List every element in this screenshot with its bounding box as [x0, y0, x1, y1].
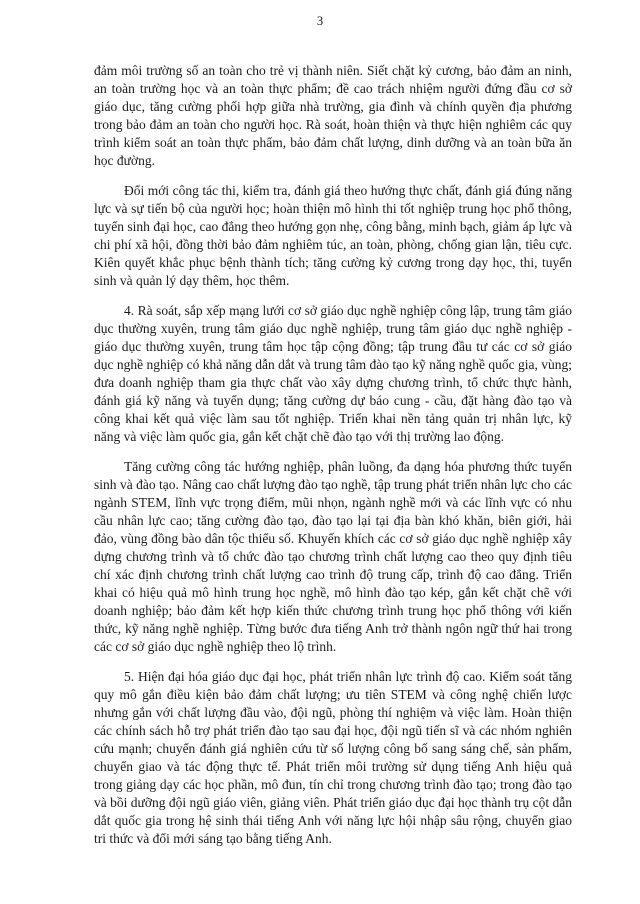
paragraph-section-4-vocational-network: 4. Rà soát, sắp xếp mạng lưới cơ sở giáo dục nghề nghiệp công lập, trung tâm giáo dục thường xuyên, trung tâm giáo dục nghề nghiệp, trung tâm giáo dục nghề nghiệp - giáo dục thường xuyên, trung tâm học tập cộng đồng; tập trung đầu tư các cơ sở giáo dục nghề nghiệp có khả năng dẫn dắt và trung tâm đào tạo kỹ năng nghề quốc gia, vùng; đưa doanh nghiệp tham gia thực chất vào xây dựng chương trình, tổ chức thực hành, đánh giá kỹ năng và tuyển dụng; tăng cường dự báo cung - cầu, đặt hàng đào tạo và công khai kết quả việc làm sau tốt nghiệp. Triển khai nền tảng quản trị nhân lực, kỹ năng và việc làm quốc gia, gắn kết chặt chẽ đào tạo với thị trường lao động. [94, 303, 572, 444]
document-body [94, 62, 572, 860]
paragraph-vocational-guidance: Tăng cường công tác hướng nghiệp, phân luồng, đa dạng hóa phương thức tuyển sinh và đào tạo. Nâng cao chất lượng đào tạo nghề, tập trung phát triển nhân lực cho các ngành STEM, lĩnh vực trọng điểm, mũi nhọn, ngành nghề mới và các lĩnh vực có nhu cầu nhân lực cao; tăng cường đào tạo, đào tạo lại tại địa bàn khó khăn, biên giới, hải đảo, vùng đồng bào dân tộc thiểu số. Khuyến khích các cơ sở giáo dục nghề nghiệp xây dựng chương trình và tổ chức đào tạo chương trình chất lượng cao theo quy định tiêu chí xác định chương trình chất lượng cao trình độ trung cấp, trình độ cao đẳng. Triển khai có hiệu quả mô hình trung học nghề, mô hình đào tạo kép, gắn kết chặt chẽ với doanh nghiệp; bảo đảm kết hợp kiến thức chương trình trung học phổ thông với kiến thức, kỹ năng nghề nghiệp. Từng bước đưa tiếng Anh trở thành ngôn ngữ thứ hai trong các cơ sở giáo dục nghề nghiệp theo lộ trình. [94, 459, 572, 654]
paragraph-section-5-higher-education: 5. Hiện đại hóa giáo dục đại học, phát triển nhân lực trình độ cao. Kiểm soát tăng quy mô gắn điều kiện bảo đảm chất lượng; ưu tiên STEM và công nghệ chiến lược nhưng gắn với chất lượng đầu vào, đội ngũ, phòng thí nghiệm và việc làm. Hoàn thiện các chính sách hỗ trợ phát triển đào tạo sau đại học, đội ngũ tiến sĩ và các nhóm nghiên cứu mạnh; chuyển đánh giá nghiên cứu từ số lượng công bố sang sáng chế, sản phẩm, chuyển giao và tác động thực tế. Phát triển môi trường sử dụng tiếng Anh hiệu quả trong giảng dạy các học phần, mô đun, tín chỉ trong chương trình đào tạo; trong đào tạo và bồi dưỡng đội ngũ giáo viên, giảng viên. Phát triển giáo dục đại học thành trụ cột dẫn dắt quốc gia trong hệ sinh thái tiếng Anh với năng lực hội nhập sâu rộng, chuyển giao tri thức và đổi mới sáng tạo bằng tiếng Anh. [94, 669, 572, 846]
paragraph-continuation: đảm môi trường số an toàn cho trẻ vị thành niên. Siết chặt kỷ cương, bảo đảm an ninh, an toàn trường học và an toàn thực phẩm; đề cao trách nhiệm người đứng đầu cơ sở giáo dục, tăng cường phối hợp giữa nhà trường, gia đình và chính quyền địa phương trong bảo đảm an toàn cho người học. Rà soát, hoàn thiện và thực hiện nghiêm các quy trình kiểm soát an toàn thực phẩm, bảo đảm chất lượng, dinh dưỡng và an toàn bữa ăn học đường. [94, 63, 572, 168]
paragraph-exam-reform: Đổi mới công tác thi, kiểm tra, đánh giá theo hướng thực chất, đánh giá đúng năng lực và sự tiến bộ của người học; hoàn thiện mô hình thi tốt nghiệp trung học phổ thông, tuyển sinh đại học, cao đẳng theo hướng gọn nhẹ, công bằng, minh bạch, giảm áp lực và chi phí xã hội, đồng thời bảo đảm nghiêm túc, an toàn, phòng, chống gian lận, tiêu cực. Kiên quyết khắc phục bệnh thành tích; tăng cường kỷ cương trong dạy học, thi, tuyển sinh và quản lý dạy thêm, học thêm. [94, 183, 572, 288]
page-number: 3 [316, 14, 324, 28]
